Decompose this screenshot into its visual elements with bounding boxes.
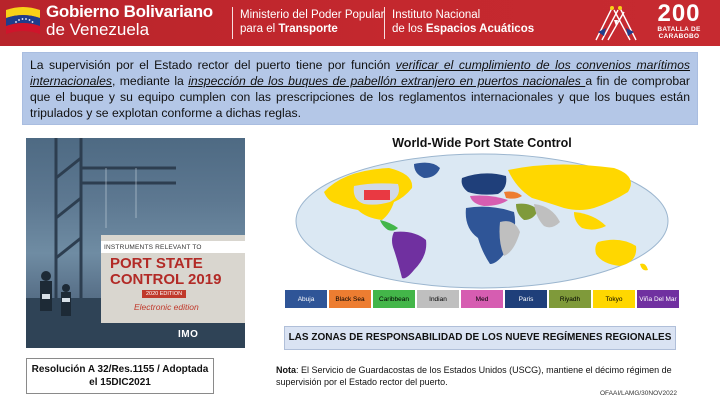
institute-line-2-bold: Espacios Acuáticos bbox=[425, 23, 535, 35]
uscg-note bbox=[276, 364, 702, 388]
legend-item: Tokyo bbox=[592, 289, 636, 309]
intro-text-3: a fin de comprobar que el buque y su equipo cumplen con las prescripciones de los reglamentos internacionales y que los buques están tripulados y se explotan conforme a dichas reglas. bbox=[30, 74, 690, 120]
intro-text-2: , mediante la bbox=[111, 74, 189, 88]
book-title-line-2: CONTROL 2019 bbox=[110, 271, 222, 288]
ministry-line-1: Ministerio del Poder Popular bbox=[240, 9, 385, 21]
legend-item: Indian bbox=[416, 289, 460, 309]
legend-item: Abuja bbox=[284, 289, 328, 309]
logo-line-2: CARABOBO bbox=[658, 33, 700, 40]
gov-word-1: Gobierno bbox=[46, 2, 120, 21]
regional-regimes-label: LAS ZONAS DE RESPONSABILIDAD DE LOS NUEVE REGÍMENES REGIONALES bbox=[284, 326, 676, 350]
map-legend bbox=[284, 289, 680, 309]
note-text: : El Servicio de Guardacostas de los Estados Unidos (USCG), mantiene el décimo régimen de supervisión por el Estado rector del puerto. bbox=[276, 365, 672, 387]
legend-item: Black Sea bbox=[328, 289, 372, 309]
map-title: World-Wide Port State Control bbox=[392, 136, 572, 150]
government-title bbox=[46, 3, 213, 39]
ministry-line-2-prefix: para el bbox=[240, 23, 276, 35]
carabobo-emblem-icon bbox=[592, 2, 640, 44]
book-cover-image bbox=[26, 138, 245, 348]
resolution-box: Resolución A 32/Res.1155 / Adoptada el 15DIC2021 bbox=[26, 358, 214, 394]
legend-item: Viña Del Mar bbox=[636, 289, 680, 309]
bicentennial-logo bbox=[646, 2, 712, 40]
gov-line-2: de Venezuela bbox=[46, 20, 150, 39]
world-map-panel bbox=[284, 126, 680, 316]
book-electronic-edition: Electronic edition bbox=[134, 302, 199, 312]
institute-line-2-prefix: de los bbox=[392, 23, 423, 35]
legend-item: Riyadh bbox=[548, 289, 592, 309]
note-label: Nota bbox=[276, 365, 296, 375]
header-banner bbox=[0, 0, 720, 46]
intro-paragraph bbox=[22, 52, 698, 125]
intro-text-1: La supervisión por el Estado rector del puerto tiene por función bbox=[30, 58, 396, 72]
institute-line-1: Instituto Nacional bbox=[392, 9, 481, 21]
intro-emphasis-1: verificar el cumplimiento de los convenios marítimos internacionales bbox=[30, 58, 691, 88]
intro-emphasis-2: inspección de los buques de pabellón extranjero en puertos nacionales bbox=[188, 74, 586, 88]
legend-item: Med bbox=[460, 289, 504, 309]
institute-title bbox=[392, 8, 534, 36]
venezuela-flag-icon bbox=[4, 4, 42, 42]
ministry-title bbox=[240, 8, 384, 36]
imo-logo: IMO bbox=[178, 329, 199, 340]
gov-word-2: Bolivariano bbox=[123, 2, 213, 21]
footer-code: OFAAI/LAMG/30NOV2022 bbox=[600, 390, 677, 397]
legend-item: Paris bbox=[504, 289, 548, 309]
legend-item: Caribbean bbox=[372, 289, 416, 309]
book-title-line-1: PORT STATE bbox=[110, 255, 203, 272]
book-edition: 2020 EDITION bbox=[142, 290, 186, 298]
logo-line-1: BATALLA DE bbox=[657, 26, 701, 33]
book-subtitle: INSTRUMENTS RELEVANT TO bbox=[104, 244, 202, 251]
header-divider bbox=[232, 7, 233, 39]
logo-number: 200 bbox=[657, 0, 701, 27]
header-divider bbox=[384, 7, 385, 39]
ministry-line-2-bold: Transporte bbox=[278, 23, 338, 35]
world-map-icon bbox=[294, 152, 670, 290]
